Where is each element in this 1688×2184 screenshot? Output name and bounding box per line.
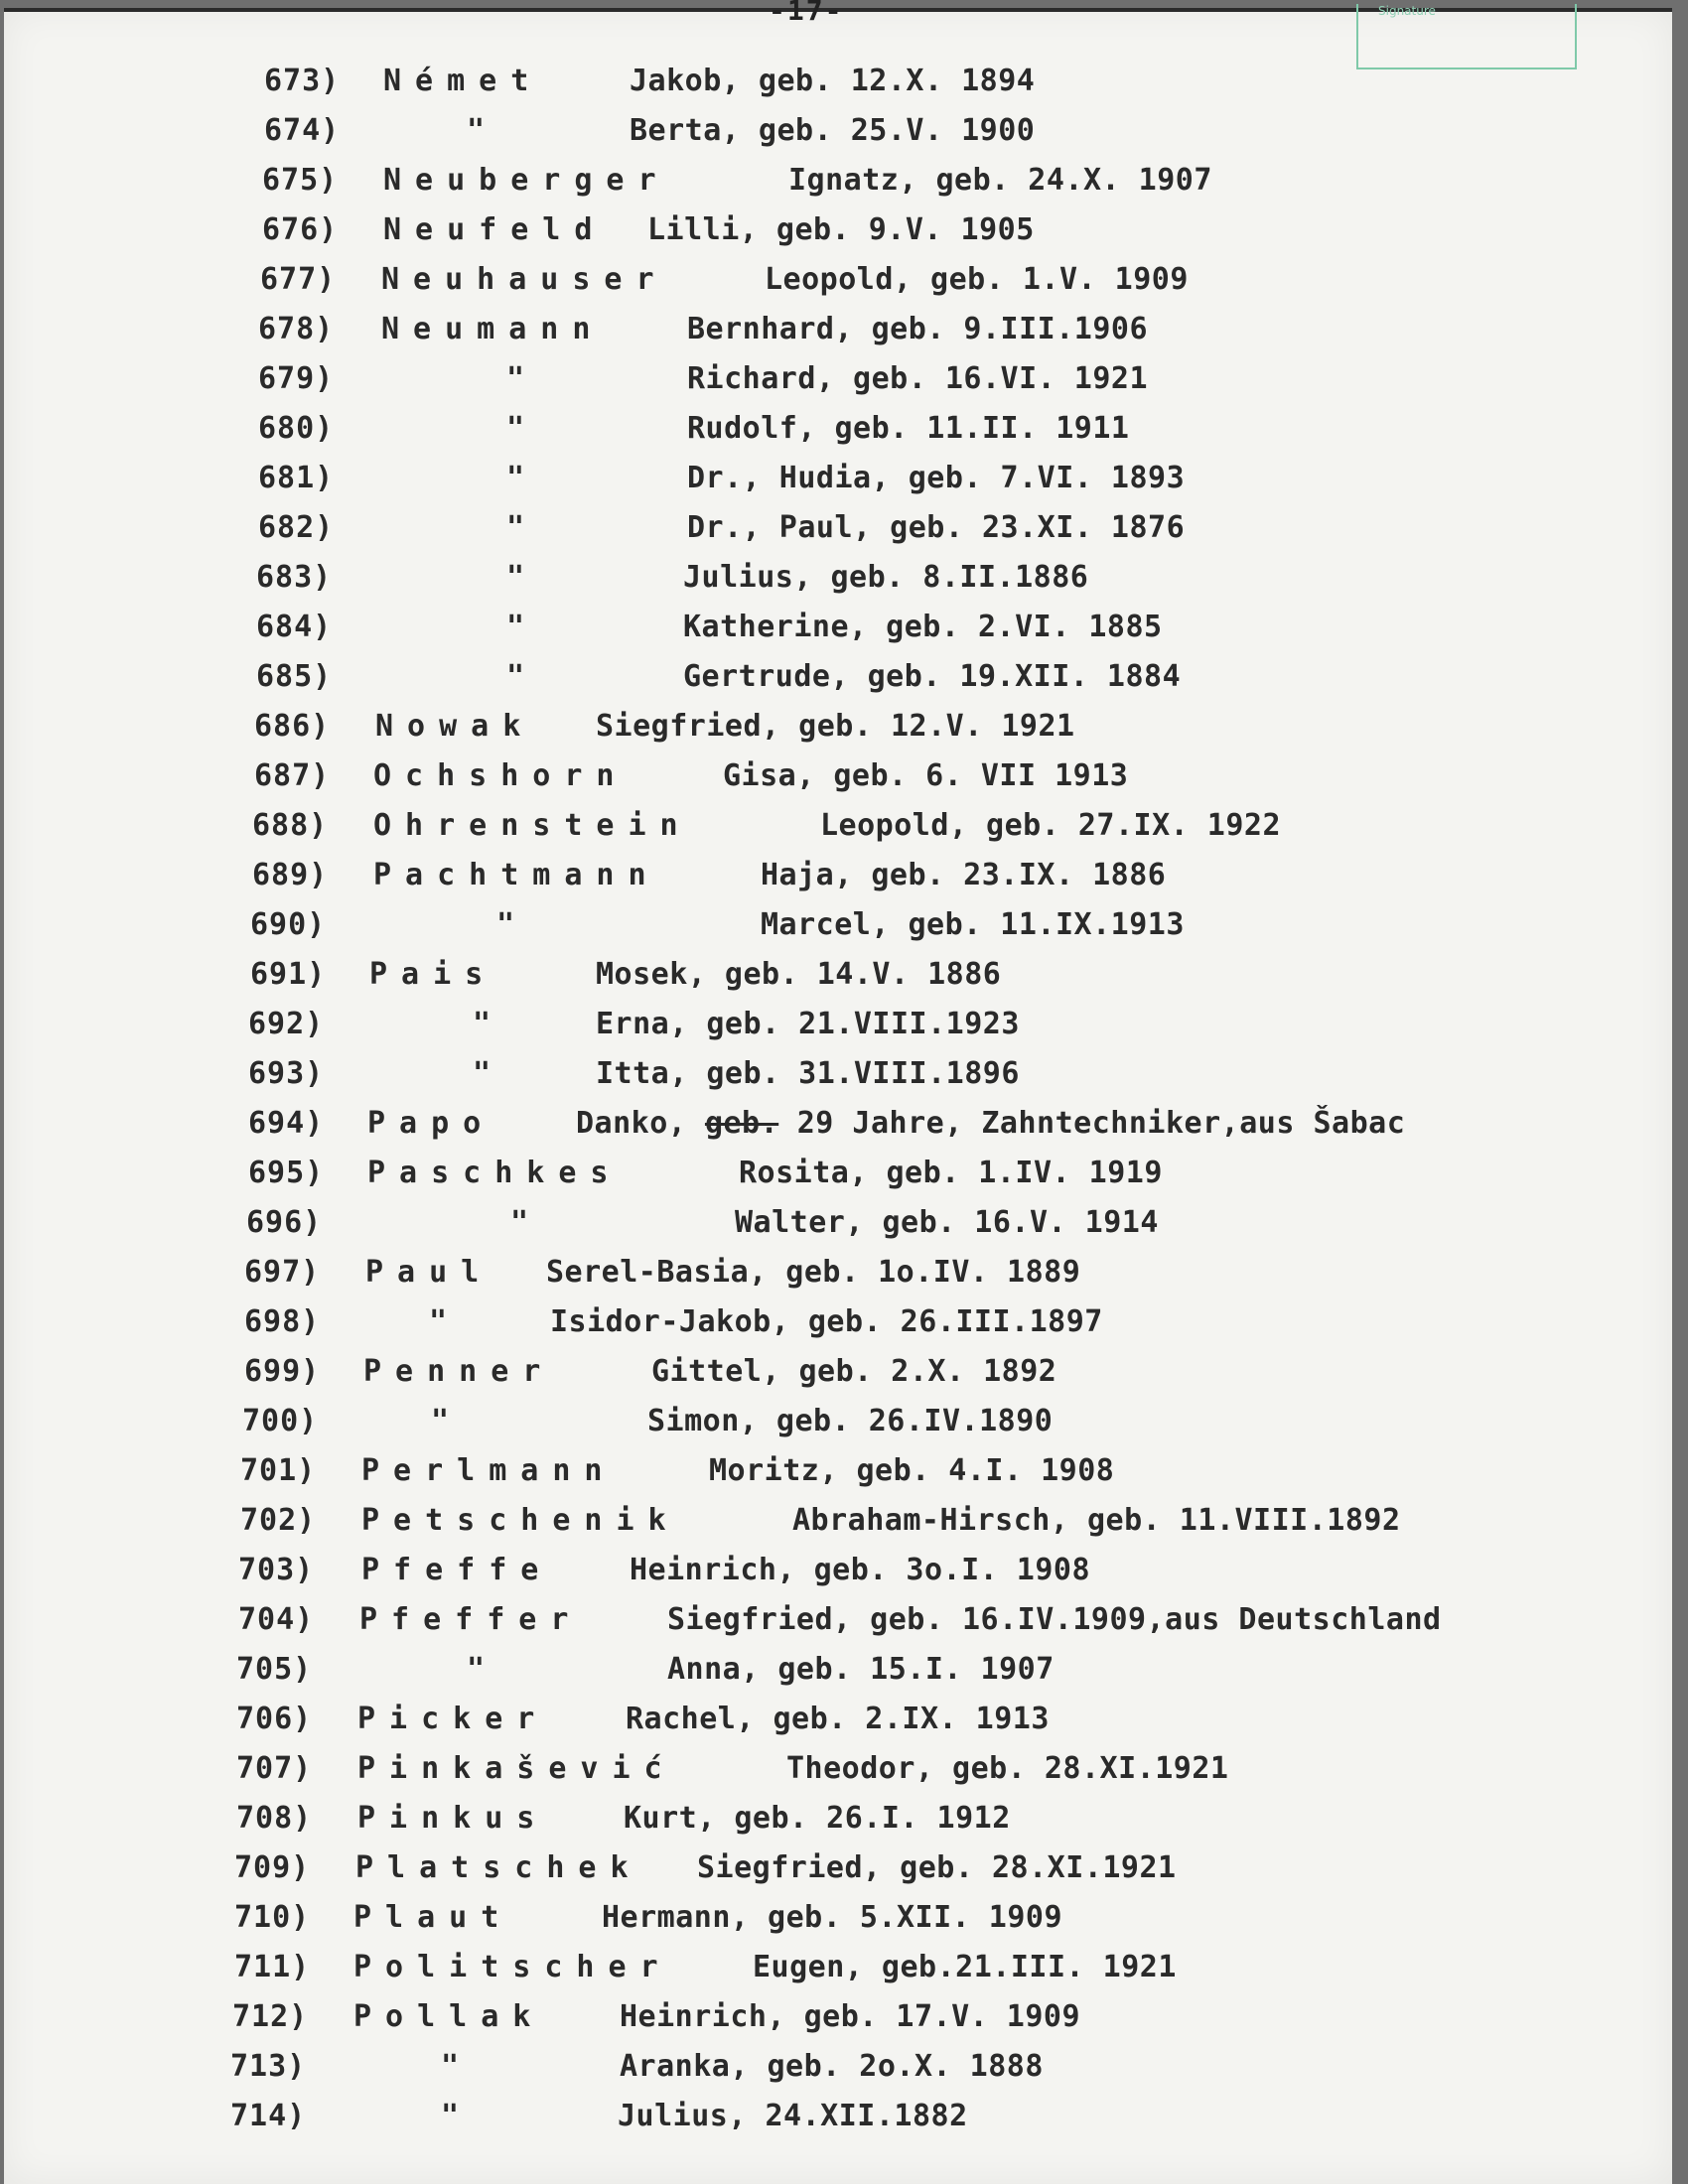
- ditto-mark: ": [467, 1652, 486, 1687]
- entry-number: 692): [248, 1007, 325, 1041]
- list-item: [4, 1253, 1672, 1293]
- entry-details: Gertrude, geb. 19.XII. 1884: [683, 659, 1182, 694]
- list-item: [4, 1054, 1672, 1094]
- entry-details: Abraham-Hirsch, geb. 11.VIII.1892: [792, 1503, 1401, 1538]
- list-item: [4, 756, 1672, 796]
- list-item: [4, 310, 1672, 349]
- entry-details: Katherine, geb. 2.VI. 1885: [683, 610, 1163, 644]
- entry-details: Siegfried, geb. 16.IV.1909,aus Deutschland: [667, 1602, 1442, 1637]
- entry-details: Marcel, geb. 11.IX.1913: [761, 907, 1185, 942]
- list-item: [4, 459, 1672, 498]
- entry-details: Anna, geb. 15.I. 1907: [667, 1652, 1055, 1687]
- entry-number: 707): [236, 1751, 313, 1786]
- ditto-mark: ": [510, 1205, 529, 1240]
- entry-number: 701): [240, 1453, 317, 1488]
- entry-number: 685): [256, 659, 333, 694]
- stamp-label: Signature: [1378, 4, 1436, 18]
- entry-details: Siegfried, geb. 12.V. 1921: [596, 709, 1075, 744]
- surname: Neuberger: [383, 163, 670, 198]
- entry-details: Siegfried, geb. 28.XI.1921: [697, 1850, 1177, 1885]
- surname: Pollak: [353, 1999, 545, 2034]
- list-item: [4, 1799, 1672, 1839]
- entry-details: Theodor, geb. 28.XI.1921: [786, 1751, 1229, 1786]
- entry-number: 694): [248, 1106, 325, 1141]
- entry-number: 684): [256, 610, 333, 644]
- entry-number: 686): [254, 709, 331, 744]
- entry-number: 676): [262, 212, 339, 247]
- ditto-mark: ": [496, 907, 515, 942]
- entry-details: Erna, geb. 21.VIII.1923: [596, 1007, 1020, 1041]
- entry-details: Mosek, geb. 14.V. 1886: [596, 957, 1002, 992]
- list-item: [4, 955, 1672, 995]
- list-item: [4, 905, 1672, 945]
- entry-details: Walter, geb. 16.V. 1914: [735, 1205, 1159, 1240]
- entry-number: 683): [256, 560, 333, 595]
- entry-number: 713): [230, 2049, 307, 2084]
- list-item: [4, 1898, 1672, 1938]
- entry-details: Richard, geb. 16.VI. 1921: [687, 361, 1149, 396]
- ditto-mark: ": [506, 461, 525, 495]
- entry-details: Heinrich, geb. 3o.I. 1908: [630, 1553, 1091, 1587]
- entry-number: 697): [244, 1255, 321, 1290]
- entry-number: 709): [234, 1850, 311, 1885]
- entry-details: Jakob, geb. 12.X. 1894: [630, 64, 1036, 98]
- surname: Pinkašević: [357, 1751, 676, 1786]
- surname: Pachtmann: [373, 858, 660, 892]
- list-item: [4, 260, 1672, 300]
- list-item: [4, 1302, 1672, 1342]
- surname: Perlmann: [361, 1453, 617, 1488]
- list-item: [4, 508, 1672, 548]
- list-item: [4, 1650, 1672, 1690]
- surname: Pais: [369, 957, 497, 992]
- entry-number: 678): [258, 312, 335, 346]
- surname: Pfeffer: [359, 1602, 583, 1637]
- list-item: [4, 657, 1672, 697]
- entry-number: 674): [264, 113, 341, 148]
- entry-number: 710): [234, 1900, 311, 1935]
- entry-number: 711): [234, 1950, 311, 1984]
- ditto-mark: ": [506, 510, 525, 545]
- list-item: [4, 1352, 1672, 1392]
- entry-number: 690): [250, 907, 327, 942]
- ditto-mark: ": [506, 610, 525, 644]
- entry-number: 680): [258, 411, 335, 446]
- entry-details: Lilli, geb. 9.V. 1905: [647, 212, 1035, 247]
- list-item: [4, 210, 1672, 250]
- surname: Papo: [367, 1106, 495, 1141]
- entry-details: Isidor-Jakob, geb. 26.III.1897: [550, 1304, 1103, 1339]
- surname: Petschenik: [361, 1503, 680, 1538]
- surname: Picker: [357, 1702, 549, 1736]
- surname: Paul: [365, 1255, 493, 1290]
- entry-number: 675): [262, 163, 339, 198]
- entry-number: 705): [236, 1652, 313, 1687]
- entry-number: 695): [248, 1156, 325, 1190]
- ditto-mark: ": [467, 113, 486, 148]
- entry-details: [576, 1104, 1405, 1144]
- ditto-mark: ": [473, 1056, 492, 1091]
- surname: Ohrenstein: [373, 808, 692, 843]
- ditto-mark: ": [506, 361, 525, 396]
- list-item: [4, 707, 1672, 747]
- list-item: [4, 1154, 1672, 1193]
- entry-details: Gisa, geb. 6. VII 1913: [723, 758, 1129, 793]
- entry-details: Simon, geb. 26.IV.1890: [647, 1404, 1054, 1438]
- list-item: [4, 608, 1672, 647]
- surname: Pinkus: [357, 1801, 549, 1836]
- entry-details: Rudolf, geb. 11.II. 1911: [687, 411, 1130, 446]
- list-item: [4, 558, 1672, 598]
- entry-number: 702): [240, 1503, 317, 1538]
- ditto-mark: ": [441, 2049, 460, 2084]
- entry-number: 696): [246, 1205, 323, 1240]
- surname: Ochshorn: [373, 758, 629, 793]
- entry-details: Serel-Basia, geb. 1o.IV. 1889: [546, 1255, 1081, 1290]
- ditto-mark: ": [429, 1304, 448, 1339]
- entry-number: 682): [258, 510, 335, 545]
- page-number: -17-: [769, 0, 844, 27]
- surname: Plaut: [353, 1900, 513, 1935]
- list-item: [4, 409, 1672, 449]
- entry-details: Leopold, geb. 27.IX. 1922: [820, 808, 1282, 843]
- surname: Paschkes: [367, 1156, 623, 1190]
- list-item: [4, 2047, 1672, 2087]
- entry-number: 699): [244, 1354, 321, 1389]
- entry-details: Dr., Hudia, geb. 7.VI. 1893: [687, 461, 1186, 495]
- entry-number: 677): [260, 262, 337, 297]
- entry-number: 704): [238, 1602, 315, 1637]
- entry-number: 688): [252, 808, 329, 843]
- list-item: [4, 161, 1672, 201]
- entry-number: 689): [252, 858, 329, 892]
- entry-details: Bernhard, geb. 9.III.1906: [687, 312, 1149, 346]
- entry-details-prefix: Danko,: [576, 1106, 705, 1141]
- entry-number: 673): [264, 64, 341, 98]
- struck-text: geb.: [704, 1106, 779, 1141]
- entry-details: Aranka, geb. 2o.X. 1888: [620, 2049, 1044, 2084]
- entry-details: Itta, geb. 31.VIII.1896: [596, 1056, 1020, 1091]
- surname: Pfeffe: [361, 1553, 553, 1587]
- surname: Német: [383, 64, 543, 98]
- entry-details: Dr., Paul, geb. 23.XI. 1876: [687, 510, 1186, 545]
- entry-details: Haja, geb. 23.IX. 1886: [761, 858, 1167, 892]
- entry-number: 687): [254, 758, 331, 793]
- list-item: [4, 1700, 1672, 1739]
- list-item: [4, 1402, 1672, 1441]
- entry-number: 708): [236, 1801, 313, 1836]
- surname: Neufeld: [383, 212, 607, 247]
- entry-number: 681): [258, 461, 335, 495]
- ditto-mark: ": [441, 2099, 460, 2133]
- ditto-mark: ": [473, 1007, 492, 1041]
- entry-details: Hermann, geb. 5.XII. 1909: [602, 1900, 1063, 1935]
- entry-number: 712): [232, 1999, 309, 2034]
- entry-details: Eugen, geb.21.III. 1921: [753, 1950, 1177, 1984]
- entry-number: 679): [258, 361, 335, 396]
- list-item: [4, 1005, 1672, 1044]
- list-item: [4, 1749, 1672, 1789]
- list-item: [4, 1948, 1672, 1987]
- list-item: [4, 1600, 1672, 1640]
- ditto-mark: ": [431, 1404, 450, 1438]
- entry-details: Moritz, geb. 4.I. 1908: [709, 1453, 1115, 1488]
- entry-details-rest: 29 Jahre, Zahntechniker,aus Šabac: [778, 1106, 1406, 1141]
- entry-details: Julius, geb. 8.II.1886: [683, 560, 1089, 595]
- ditto-mark: ": [506, 659, 525, 694]
- surname: Politscher: [353, 1950, 672, 1984]
- entry-details: Gittel, geb. 2.X. 1892: [651, 1354, 1057, 1389]
- ditto-mark: ": [506, 560, 525, 595]
- surname: Nowak: [375, 709, 535, 744]
- list-item: [4, 856, 1672, 895]
- entry-number: 706): [236, 1702, 313, 1736]
- list-item: [4, 1551, 1672, 1590]
- entry-number: 700): [242, 1404, 319, 1438]
- surname: Penner: [363, 1354, 555, 1389]
- list-item: [4, 1848, 1672, 1888]
- surname: Platschek: [355, 1850, 642, 1885]
- list-item: [4, 1203, 1672, 1243]
- list-item: [4, 806, 1672, 846]
- entry-number: 693): [248, 1056, 325, 1091]
- list-item: [4, 1451, 1672, 1491]
- document-page: [4, 0, 1672, 2184]
- ditto-mark: ": [506, 411, 525, 446]
- entry-number: 698): [244, 1304, 321, 1339]
- signature-stamp: [1356, 4, 1577, 69]
- list-item: [4, 62, 1672, 101]
- list-item: [4, 111, 1672, 151]
- entry-details: Rosita, geb. 1.IV. 1919: [739, 1156, 1163, 1190]
- list-item: [4, 1104, 1672, 1144]
- entry-details: Berta, geb. 25.V. 1900: [630, 113, 1036, 148]
- entry-number: 714): [230, 2099, 307, 2133]
- entry-details: Kurt, geb. 26.I. 1912: [624, 1801, 1011, 1836]
- list-item: [4, 1501, 1672, 1541]
- entry-details: Heinrich, geb. 17.V. 1909: [620, 1999, 1081, 2034]
- entry-details: Rachel, geb. 2.IX. 1913: [626, 1702, 1050, 1736]
- list-item: [4, 1997, 1672, 2037]
- entry-number: 691): [250, 957, 327, 992]
- entry-details: Leopold, geb. 1.V. 1909: [765, 262, 1189, 297]
- surname: Neumann: [381, 312, 605, 346]
- list-item: [4, 2097, 1672, 2136]
- entry-number: 703): [238, 1553, 315, 1587]
- surname: Neuhauser: [381, 262, 668, 297]
- entry-details: Ignatz, geb. 24.X. 1907: [788, 163, 1212, 198]
- entry-details: Julius, 24.XII.1882: [618, 2099, 968, 2133]
- list-item: [4, 359, 1672, 399]
